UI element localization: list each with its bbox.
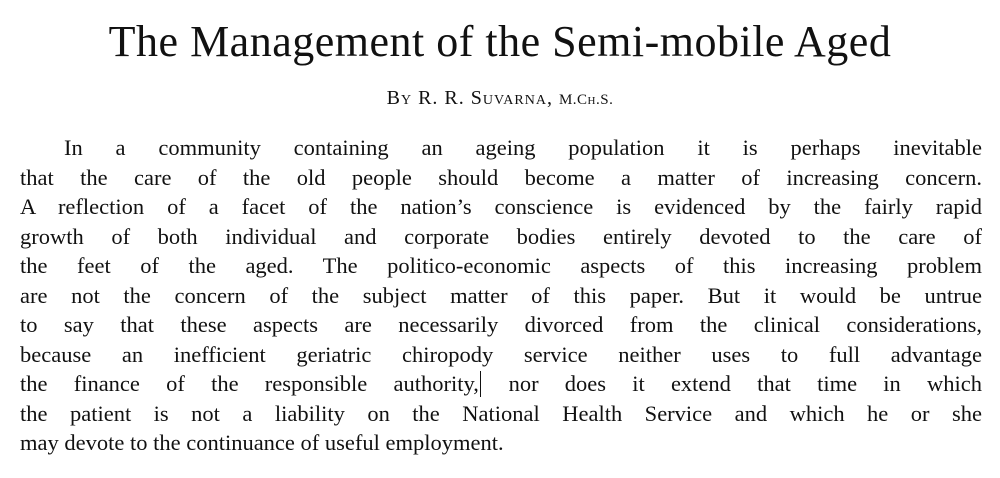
article-paragraph[interactable] — [20, 133, 982, 458]
paragraph-line-part: nor does it extend that time in which — [482, 371, 982, 396]
paragraph-line: because an inefficient geriatric chiropody service neither uses to full advantage — [20, 341, 982, 367]
paragraph-line-with-cursor — [20, 369, 982, 399]
paragraph-line: that the care of the old people should become a matter of increasing concern. — [20, 164, 982, 190]
paragraph-line: the patient is not a liability on the National Health Service and which he or she — [20, 400, 982, 426]
article-byline — [0, 84, 1000, 114]
paragraph-line: In a community containing an ageing population it is perhaps inevitable — [64, 135, 982, 160]
paragraph-line: are not the concern of the subject matter of this paper. But it would be untrue — [20, 282, 982, 308]
paragraph-line: to say that these aspects are necessarily divorced from the clinical considerations, — [20, 312, 982, 337]
byline-by: By — [386, 87, 413, 109]
paragraph-line: growth of both individual and corporate bodies entirely devoted to the care of — [20, 223, 982, 249]
paragraph-line-part: the finance of the responsible authority, — [20, 371, 479, 396]
paragraph-line: may devote to the continuance of useful employment. — [20, 430, 504, 455]
byline-degree: M.Ch.S. — [558, 92, 614, 108]
article-title: The Management of the Semi-mobile Aged — [108, 17, 892, 66]
paragraph-line: A reflection of a facet of the nation’s conscience is evidenced by the fairly rapid — [20, 194, 982, 219]
byline-author: R. R. Suvarna, — [418, 87, 553, 109]
paragraph-line: the feet of the aged. The politico-economic aspects of this increasing problem — [20, 253, 982, 278]
